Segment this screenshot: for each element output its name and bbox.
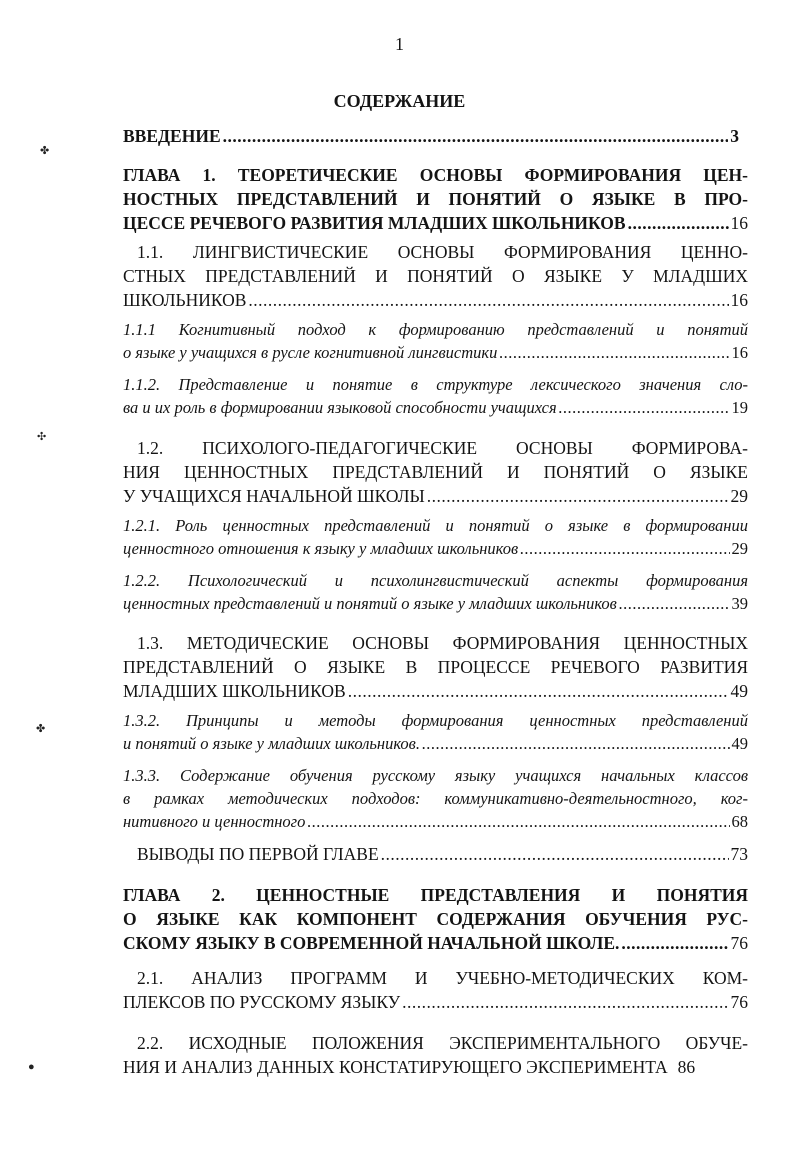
margin-speck-icon: ✤ [36, 723, 46, 735]
toc-entry-text: о языке у учащихся в русле когнитивной лингвистики [123, 343, 498, 362]
toc-page-number: 29 [731, 539, 748, 558]
toc-entry-1-1-2[interactable] [123, 373, 748, 419]
toc-entry-text: ценностных представлений и понятий о языке у младших школьников [123, 594, 617, 613]
toc-entry-chapter-1-conclusions[interactable] [137, 842, 748, 866]
leader-dots [499, 341, 729, 364]
toc-entry-line: ГЛАВА 1. ТЕОРЕТИЧЕСКИЕ ОСНОВЫ ФОРМИРОВАНИЯ ЦЕН- [123, 165, 748, 185]
toc-entry-text: ВВЕДЕНИЕ [123, 126, 221, 146]
toc-page-number: 19 [731, 398, 748, 417]
toc-entry-line: 1.3.3. Содержание обучения русскому языку учащихся начальных классов [123, 766, 748, 785]
toc-entry-line: 1.1.2. Представление и понятие в структуре лексического значения сло- [123, 375, 748, 394]
margin-speck-icon: ✤ [40, 145, 50, 157]
toc-page-number: 3 [730, 126, 739, 146]
toc-entry-line: ГЛАВА 2. ЦЕННОСТНЫЕ ПРЕДСТАВЛЕНИЯ И ПОНЯТИЯ [123, 885, 748, 905]
toc-entry-line: ПРЕДСТАВЛЕНИЙ О ЯЗЫКЕ В ПРОЦЕССЕ РЕЧЕВОГО РАЗВИТИЯ [123, 657, 748, 677]
toc-entry-text: ПЛЕКСОВ ПО РУССКОМУ ЯЗЫКУ [123, 992, 401, 1012]
toc-entry-line: 1.2.1. Роль ценностных представлений и понятий о языке в формировании [123, 516, 748, 535]
toc-entry-text: нитивного и ценностного [123, 812, 306, 831]
leader-dots [422, 732, 730, 755]
margin-speck-icon: ● [28, 1061, 35, 1073]
leader-dots [619, 592, 730, 615]
toc-entry-1-2-2[interactable] [123, 569, 748, 615]
toc-page-number: 68 [731, 812, 748, 831]
page-title: СОДЕРЖАНИЕ [333, 91, 466, 111]
toc-entry-1-1[interactable] [123, 240, 748, 312]
toc-entry-line: СТНЫХ ПРЕДСТАВЛЕНИЙ И ПОНЯТИЙ О ЯЗЫКЕ У МЛАДШИХ [123, 266, 748, 286]
toc-entry-1-3[interactable] [123, 631, 748, 703]
toc-entry-introduction[interactable] [123, 124, 739, 148]
toc-entry-line: 2.1. АНАЛИЗ ПРОГРАММ И УЧЕБНО-МЕТОДИЧЕСКИХ КОМ- [137, 968, 748, 988]
leader-dots [427, 484, 729, 508]
leader-dots [402, 990, 728, 1014]
toc-entry-text: У УЧАЩИХСЯ НАЧАЛЬНОЙ ШКОЛЫ [123, 486, 425, 506]
toc-page-number: 76 [730, 992, 748, 1012]
leader-dots [628, 211, 729, 235]
toc-entry-text: ШКОЛЬНИКОВ [123, 290, 247, 310]
toc-entry-1-2[interactable] [123, 436, 748, 508]
toc-entry-2-1[interactable] [123, 966, 748, 1014]
leader-dots [559, 396, 730, 419]
margin-speck-icon: ✣ [37, 431, 47, 443]
toc-page-number: 49 [730, 681, 748, 701]
leader-dots [348, 679, 729, 703]
toc-entry-1-1-1[interactable] [123, 318, 748, 364]
toc-entry-chapter-2[interactable] [123, 883, 748, 955]
toc-entry-line: 1.3. МЕТОДИЧЕСКИЕ ОСНОВЫ ФОРМИРОВАНИЯ ЦЕННОСТНЫХ [137, 633, 748, 653]
toc-page-number: 86 [677, 1057, 696, 1077]
toc-entry-1-2-1[interactable] [123, 514, 748, 560]
toc-entry-line: 1.1.1 Когнитивный подход к формированию представлений и понятий [123, 320, 748, 339]
leader-dots [520, 537, 729, 560]
toc-entry-text: ценностного отношения к языку у младших школьников [123, 539, 519, 558]
toc-entry-line: НОСТНЫХ ПРЕДСТАВЛЕНИЙ И ПОНЯТИЙ О ЯЗЫКЕ В ПРО- [123, 189, 748, 209]
toc-entry-line: О ЯЗЫКЕ КАК КОМПОНЕНТ СОДЕРЖАНИЯ ОБУЧЕНИЯ РУС- [123, 909, 748, 929]
toc-entry-line: 1.3.2. Принципы и методы формирования ценностных представлений [123, 711, 748, 730]
toc-entry-line: 1.2. ПСИХОЛОГО-ПЕДАГОГИЧЕСКИЕ ОСНОВЫ ФОРМИРОВА- [137, 438, 748, 458]
toc-page-number: 39 [731, 594, 748, 613]
page-number: 1 [395, 34, 404, 54]
toc-page-number: 16 [730, 290, 748, 310]
toc-entry-2-2[interactable] [123, 1031, 748, 1079]
toc-entry-1-3-2[interactable] [123, 709, 748, 755]
toc-page-number: 29 [730, 486, 748, 506]
toc-page-number: 16 [731, 343, 748, 362]
leader-dots [307, 810, 729, 833]
toc-entry-1-3-3[interactable] [123, 764, 748, 833]
toc-entry-text: МЛАДШИХ ШКОЛЬНИКОВ [123, 681, 346, 701]
toc-entry-text: НИЯ И АНАЛИЗ ДАННЫХ КОНСТАТИРУЮЩЕГО ЭКСПЕРИМЕНТА [123, 1057, 668, 1077]
toc-entry-line: 1.1. ЛИНГВИСТИЧЕСКИЕ ОСНОВЫ ФОРМИРОВАНИЯ ЦЕННО- [137, 242, 748, 262]
leader-dots [381, 842, 729, 866]
toc-page-number: 76 [730, 933, 748, 953]
toc-page-number: 16 [730, 213, 748, 233]
leader-dots [248, 288, 728, 312]
toc-page-number: 73 [730, 844, 748, 864]
toc-entry-text: ЦЕССЕ РЕЧЕВОГО РАЗВИТИЯ МЛАДШИХ ШКОЛЬНИКОВ [123, 213, 626, 233]
toc-entry-text: ВЫВОДЫ ПО ПЕРВОЙ ГЛАВЕ [137, 844, 379, 864]
toc-entry-line: 2.2. ИСХОДНЫЕ ПОЛОЖЕНИЯ ЭКСПЕРИМЕНТАЛЬНОГО ОБУЧЕ- [137, 1033, 748, 1053]
leader-dots [223, 124, 729, 148]
toc-entry-line: 1.2.2. Психологический и психолингвистический аспекты формирования [123, 571, 748, 590]
leader-dots [621, 931, 728, 955]
toc-entry-chapter-1[interactable] [123, 163, 748, 235]
toc-entry-line: НИЯ ЦЕННОСТНЫХ ПРЕДСТАВЛЕНИЙ И ПОНЯТИЙ О ЯЗЫКЕ [123, 462, 748, 482]
toc-entry-line: в рамках методических подходов: коммуникативно-деятельностного, ког- [123, 789, 748, 808]
toc-page-number: 49 [731, 734, 748, 753]
toc-entry-text: ва и их роль в формировании языковой способности учащихся [123, 398, 557, 417]
toc-entry-text: и понятий о языке у младших школьников. [123, 734, 420, 753]
toc-entry-text: СКОМУ ЯЗЫКУ В СОВРЕМЕННОЙ НАЧАЛЬНОЙ ШКОЛЕ. [123, 933, 620, 953]
